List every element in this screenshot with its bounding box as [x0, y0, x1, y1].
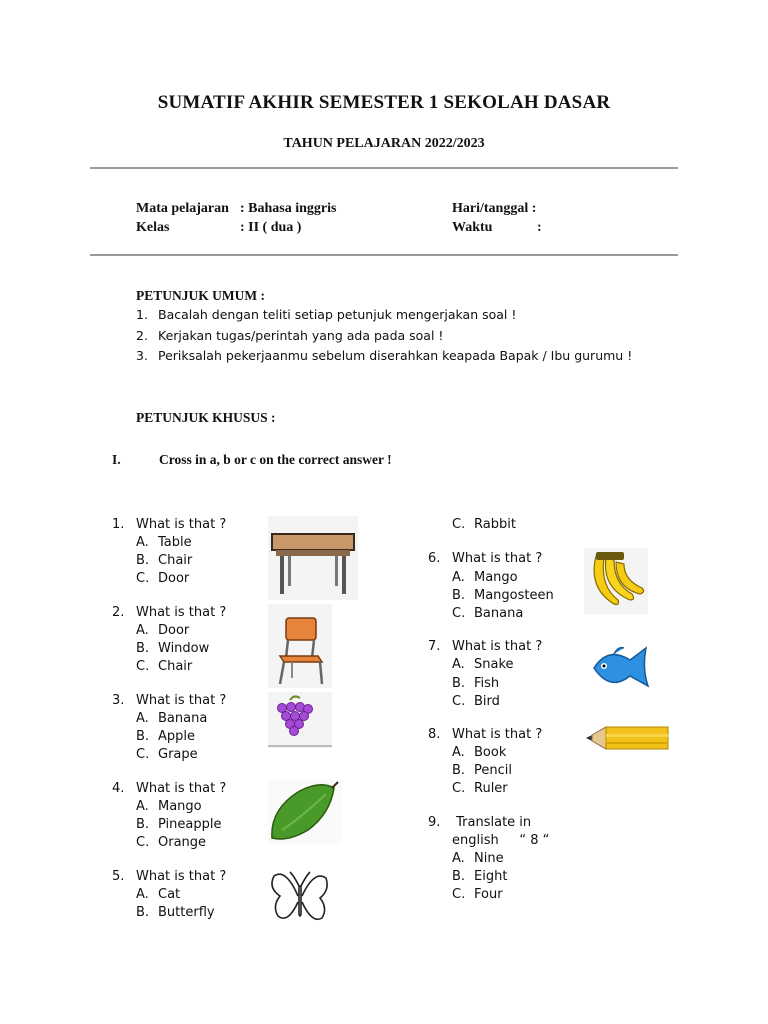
option-letter: B. [452, 763, 466, 778]
option-letter: C. [136, 835, 150, 850]
question-text: What is that ? [136, 693, 227, 708]
option-letter: C. [452, 517, 466, 532]
table-icon [268, 516, 358, 600]
option-letter: C. [452, 694, 466, 709]
option-text[interactable]: Orange [158, 835, 207, 850]
question-number: 3. [112, 693, 125, 708]
option-text[interactable]: Door [158, 571, 190, 586]
option-text[interactable]: Snake [474, 657, 514, 672]
question-text: What is that ? [136, 869, 227, 884]
option-letter: A. [136, 535, 149, 550]
option-letter: B. [136, 641, 150, 656]
option-letter: A. [136, 799, 149, 814]
option-letter: B. [136, 905, 150, 920]
option-letter: C. [136, 659, 150, 674]
question-text-continued: english “ 8 “ [452, 833, 550, 848]
general-instructions-heading: PETUNJUK UMUM : [136, 288, 265, 303]
question-text: What is that ? [136, 517, 227, 532]
option-text[interactable]: Mangosteen [474, 588, 554, 603]
divider-top [90, 167, 678, 169]
question-number: 1. [112, 517, 125, 532]
option-text[interactable]: Chair [158, 553, 193, 568]
option-letter: C. [452, 781, 466, 796]
general-item-number: 2. [136, 328, 148, 343]
divider-bottom [90, 254, 678, 256]
option-text[interactable]: Eight [474, 869, 508, 884]
option-text[interactable]: Banana [158, 711, 208, 726]
option-text[interactable]: Mango [158, 799, 202, 814]
special-instructions-heading: PETUNJUK KHUSUS : [136, 410, 276, 425]
question-number: 8. [428, 727, 441, 742]
option-letter: B. [452, 869, 466, 884]
option-letter: A. [452, 745, 465, 760]
option-text[interactable]: Window [158, 641, 210, 656]
option-text[interactable]: Bird [474, 694, 500, 709]
question-number: 5. [112, 869, 125, 884]
date-label: Hari/tanggal : [452, 201, 537, 216]
question-text: What is that ? [136, 781, 227, 796]
class-label: Kelas [136, 220, 170, 235]
general-item-text: Bacalah dengan teliti setiap petunjuk mengerjakan soal ! [158, 307, 517, 322]
option-text[interactable]: Nine [474, 851, 504, 866]
option-text[interactable]: Mango [474, 570, 518, 585]
chair-icon [268, 604, 332, 688]
option-letter: B. [452, 588, 466, 603]
option-letter: B. [136, 553, 150, 568]
butterfly-icon [268, 866, 332, 930]
section-instruction: Cross in a, b or c on the correct answer ! [159, 452, 392, 467]
question-text: What is that ? [136, 605, 227, 620]
option-text[interactable]: Pineapple [158, 817, 222, 832]
pencil-icon [584, 724, 670, 752]
option-letter: C. [452, 887, 466, 902]
option-text[interactable]: Butterfly [158, 905, 215, 920]
class-value: : II ( dua ) [240, 220, 302, 235]
option-text[interactable]: Pencil [474, 763, 512, 778]
option-text[interactable]: Rabbit [474, 517, 516, 532]
subject-label: Mata pelajaran [136, 201, 229, 216]
option-text[interactable]: Ruler [474, 781, 508, 796]
option-letter: A. [452, 570, 465, 585]
option-letter: B. [136, 817, 150, 832]
option-text[interactable]: Chair [158, 659, 193, 674]
option-letter: C. [452, 606, 466, 621]
option-text[interactable]: Apple [158, 729, 196, 744]
option-text[interactable]: Book [474, 745, 507, 760]
question-text: What is that ? [452, 727, 543, 742]
question-number: 6. [428, 551, 441, 566]
question-number: 2. [112, 605, 125, 620]
question-number: 4. [112, 781, 125, 796]
question-text: What is that ? [452, 639, 543, 654]
time-value: : [537, 220, 542, 235]
question-text: Translate in [452, 815, 532, 830]
school-year: TAHUN PELAJARAN 2022/2023 [283, 136, 485, 151]
option-letter: B. [452, 676, 466, 691]
general-item-text: Periksalah pekerjaanmu sebelum diserahkan keapada Bapak / Ibu gurumu ! [158, 348, 633, 363]
option-letter: A. [452, 851, 465, 866]
grape-icon [268, 692, 332, 748]
question-text: What is that ? [452, 551, 543, 566]
option-text[interactable]: Cat [158, 887, 181, 902]
option-text[interactable]: Fish [474, 676, 500, 691]
option-text[interactable]: Grape [158, 747, 198, 762]
question-number: 7. [428, 639, 441, 654]
option-text[interactable]: Door [158, 623, 190, 638]
option-letter: A. [136, 711, 149, 726]
banana-icon [584, 548, 648, 614]
general-item-number: 3. [136, 348, 148, 363]
question-number: 9. [428, 815, 441, 830]
option-letter: A. [452, 657, 465, 672]
general-item-text: Kerjakan tugas/perintah yang ada pada soal ! [158, 328, 444, 343]
general-item-number: 1. [136, 307, 148, 322]
option-text[interactable]: Banana [474, 606, 524, 621]
time-label: Waktu [452, 220, 493, 235]
option-letter: C. [136, 571, 150, 586]
option-text[interactable]: Four [474, 887, 503, 902]
section-number: I. [112, 452, 121, 467]
option-text[interactable]: Table [158, 535, 192, 550]
option-letter: A. [136, 623, 149, 638]
option-letter: B. [136, 729, 150, 744]
fish-icon [588, 640, 652, 698]
page-title: SUMATIF AKHIR SEMESTER 1 SEKOLAH DASAR [157, 92, 611, 113]
option-letter: C. [136, 747, 150, 762]
mango-icon [268, 780, 342, 844]
subject-value: : Bahasa inggris [240, 201, 337, 216]
option-letter: A. [136, 887, 149, 902]
